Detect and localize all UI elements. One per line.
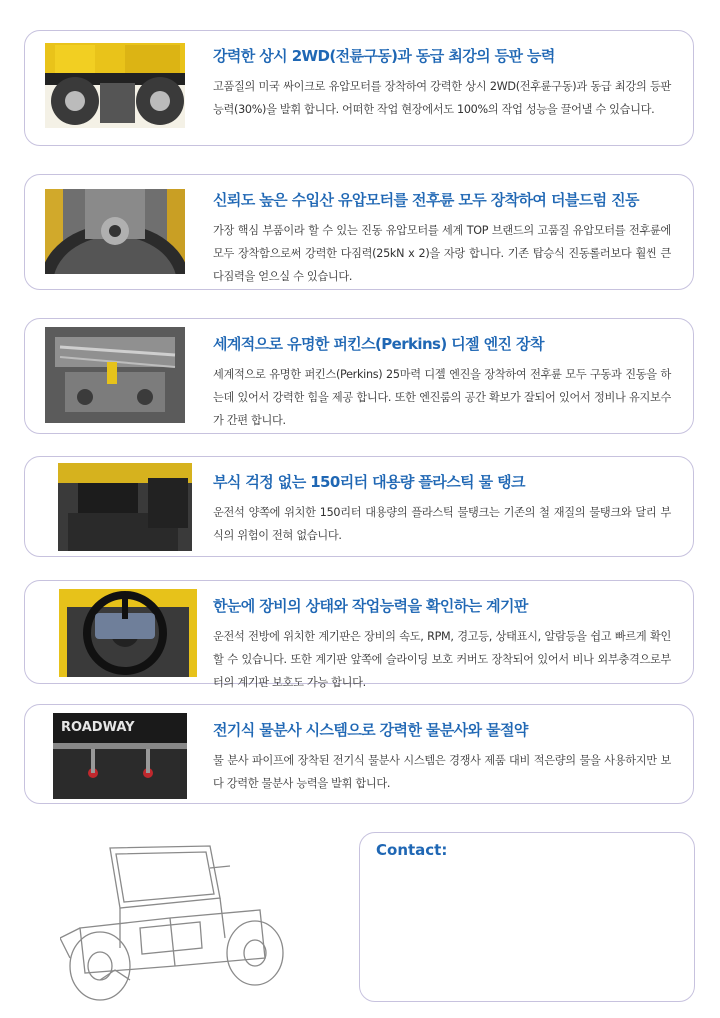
feature-card bbox=[24, 30, 694, 146]
feature-card bbox=[24, 580, 694, 689]
feature-title: 세계적으로 유명한 퍼킨스(Perkins) 디젤 엔진 장착 bbox=[213, 335, 544, 353]
feature-description: 세계적으로 유명한 퍼킨스(Perkins) 25마력 디젤 엔진을 장착하여 전후륜 모두 구동과 진동을 하는데 있어서 강력한 힘을 제공 합니다. 또한 엔진룸의 공간 확보가 잘되어 있어서 정비나 유지보수가 간편 합니다. bbox=[213, 368, 671, 427]
feature-card bbox=[24, 318, 694, 434]
feature-title: 한눈에 장비의 상태와 작업능력을 확인하는 계기판 bbox=[213, 597, 528, 615]
feature-description: 가장 핵심 부품이라 할 수 있는 진동 유압모터를 세계 TOP 브랜드의 고품질 유압모터를 전후륜에 모두 장착함으로써 강력한 다짐력(25kN x 2)을 자랑 합니다. 기존 탑승식 진동롤러보다 훨씬 큰 다짐력을 얻으실 수 있습니다. bbox=[213, 224, 671, 283]
hydraulic-motor-photo bbox=[45, 189, 185, 274]
feature-card bbox=[24, 704, 694, 804]
feature-description: 운전석 양쪽에 위치한 150리터 대용량의 플라스틱 물탱크는 기존의 철 재질의 물탱크와 달리 부식의 위험이 전혀 없습니다. bbox=[213, 506, 671, 542]
diesel-engine-photo bbox=[45, 327, 185, 423]
contact-box bbox=[359, 832, 695, 1002]
feature-card bbox=[24, 456, 694, 557]
feature-title: 강력한 상시 2WD(전륜구동)과 동급 최강의 등판 능력 bbox=[213, 47, 555, 65]
feature-description: 물 분사 파이프에 장착된 전기식 물분사 시스템은 경쟁사 제품 대비 적은량의 물을 사용하지만 보다 강력한 물분사 능력을 발휘 합니다. bbox=[213, 754, 671, 790]
water-tank-photo bbox=[58, 463, 192, 551]
photo-lettering: ROADWAY bbox=[61, 720, 135, 735]
feature-description: 고품질의 미국 싸이크로 유압모터를 장착하여 강력한 상시 2WD(전후륜구동)과 동급 최강의 등판 능력(30%)을 발휘 합니다. 어떠한 작업 현장에서도 100%의 작업 성능을 끌어낼 수 있습니다. bbox=[213, 80, 671, 116]
feature-description: 운전석 전방에 위치한 계기판은 장비의 속도, RPM, 경고등, 상태표시, 알람등을 쉽고 빠르게 확인할 수 있습니다. 또한 계기판 앞쪽에 슬라이딩 보호 커버도 장착되어 있어서 비나 외부충격으로부터의 계기판 보호도 가능 합니다. bbox=[213, 630, 671, 689]
dashboard-photo bbox=[59, 589, 197, 677]
feature-title: 전기식 물분사 시스템으로 강력한 물분사와 물절약 bbox=[213, 721, 528, 739]
feature-title: 신뢰도 높은 수입산 유압모터를 전후륜 모두 장착하여 더블드럼 진동 bbox=[213, 191, 639, 209]
roller-drum-photo bbox=[45, 43, 185, 128]
contact-label: Contact: bbox=[376, 841, 448, 859]
water-spray-photo bbox=[53, 713, 187, 799]
feature-card bbox=[24, 174, 694, 290]
roller-illustration bbox=[60, 838, 290, 1008]
feature-title: 부식 걱정 없는 150리터 대용량 플라스틱 물 탱크 bbox=[213, 473, 525, 491]
